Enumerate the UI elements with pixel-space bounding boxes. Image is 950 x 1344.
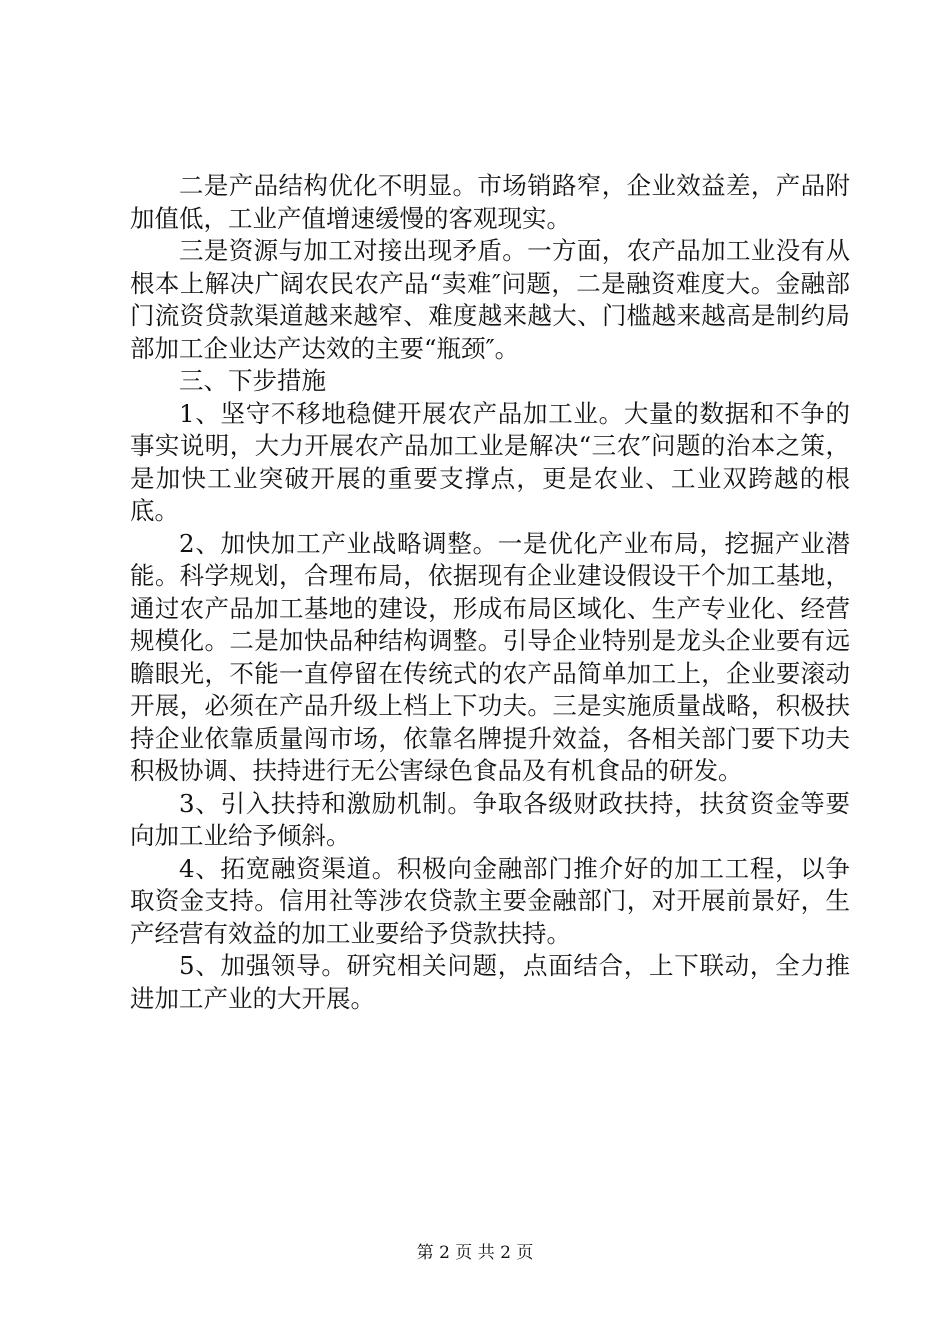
- paragraph-measure-1: 1、坚守不移地稳健开展农产品加工业。大量的数据和不争的事实说明，大力开展农产品加工业是解决“三农″问题的治本之策，是加快工业突破开展的重要支撑点，更是农业、工业双跨越的根底。: [130, 398, 850, 525]
- paragraph-measure-5: 5、加强领导。研究相关问题，点面结合，上下联动，全力推进加工产业的大开展。: [130, 951, 850, 1013]
- document-body: [130, 170, 850, 1015]
- section-heading-next-steps: 三、下步措施: [179, 366, 326, 395]
- page-footer: [0, 1242, 950, 1264]
- paragraph-measure-4: 4、拓宽融资渠道。积极向金融部门推介好的加工工程，以争取资金支持。信用社等涉农贷款主要金融部门，对开展前景好，生产经营有效益的加工业要给予贷款扶持。: [130, 853, 850, 948]
- paragraph-measure-3: 3、引入扶持和激励机制。争取各级财政扶持，扶贫资金等要向加工业给予倾斜。: [130, 788, 850, 850]
- paragraph-resource-processing: 三是资源与加工对接出现矛盾。一方面，农产品加工业没有从根本上解决广阔农民农产品“卖难″问题，二是融资难度大。金融部门流资贷款渠道越来越窄、难度越来越大、门槛越来越高是制约局部加工企业达产达效的主要“瓶颈″。: [130, 236, 850, 363]
- paragraph-product-structure: 二是产品结构优化不明显。市场销路窄，企业效益差，产品附加值低，工业产值增速缓慢的客观现实。: [130, 171, 850, 233]
- page-number-label: 第 2 页 共 2 页: [416, 1243, 534, 1263]
- paragraph-measure-2: 2、加快加工产业战略调整。一是优化产业布局，挖掘产业潜能。科学规划，合理布局，依据现有企业建设假设干个加工基地，通过农产品加工基地的建设，形成布局区域化、生产专业化、经营规模化。二是加快品种结构调整。引导企业特别是龙头企业要有远瞻眼光，不能一直停留在传统式的农产品简单加工上，企业要滚动开展，必须在产品升级上档上下功夫。三是实施质量战略，积极扶持企业依靠质量闯市场，依靠名牌提升效益，各相关部门要下功夫积极协调、扶持进行无公害绿色食品及有机食品的研发。: [130, 528, 850, 785]
